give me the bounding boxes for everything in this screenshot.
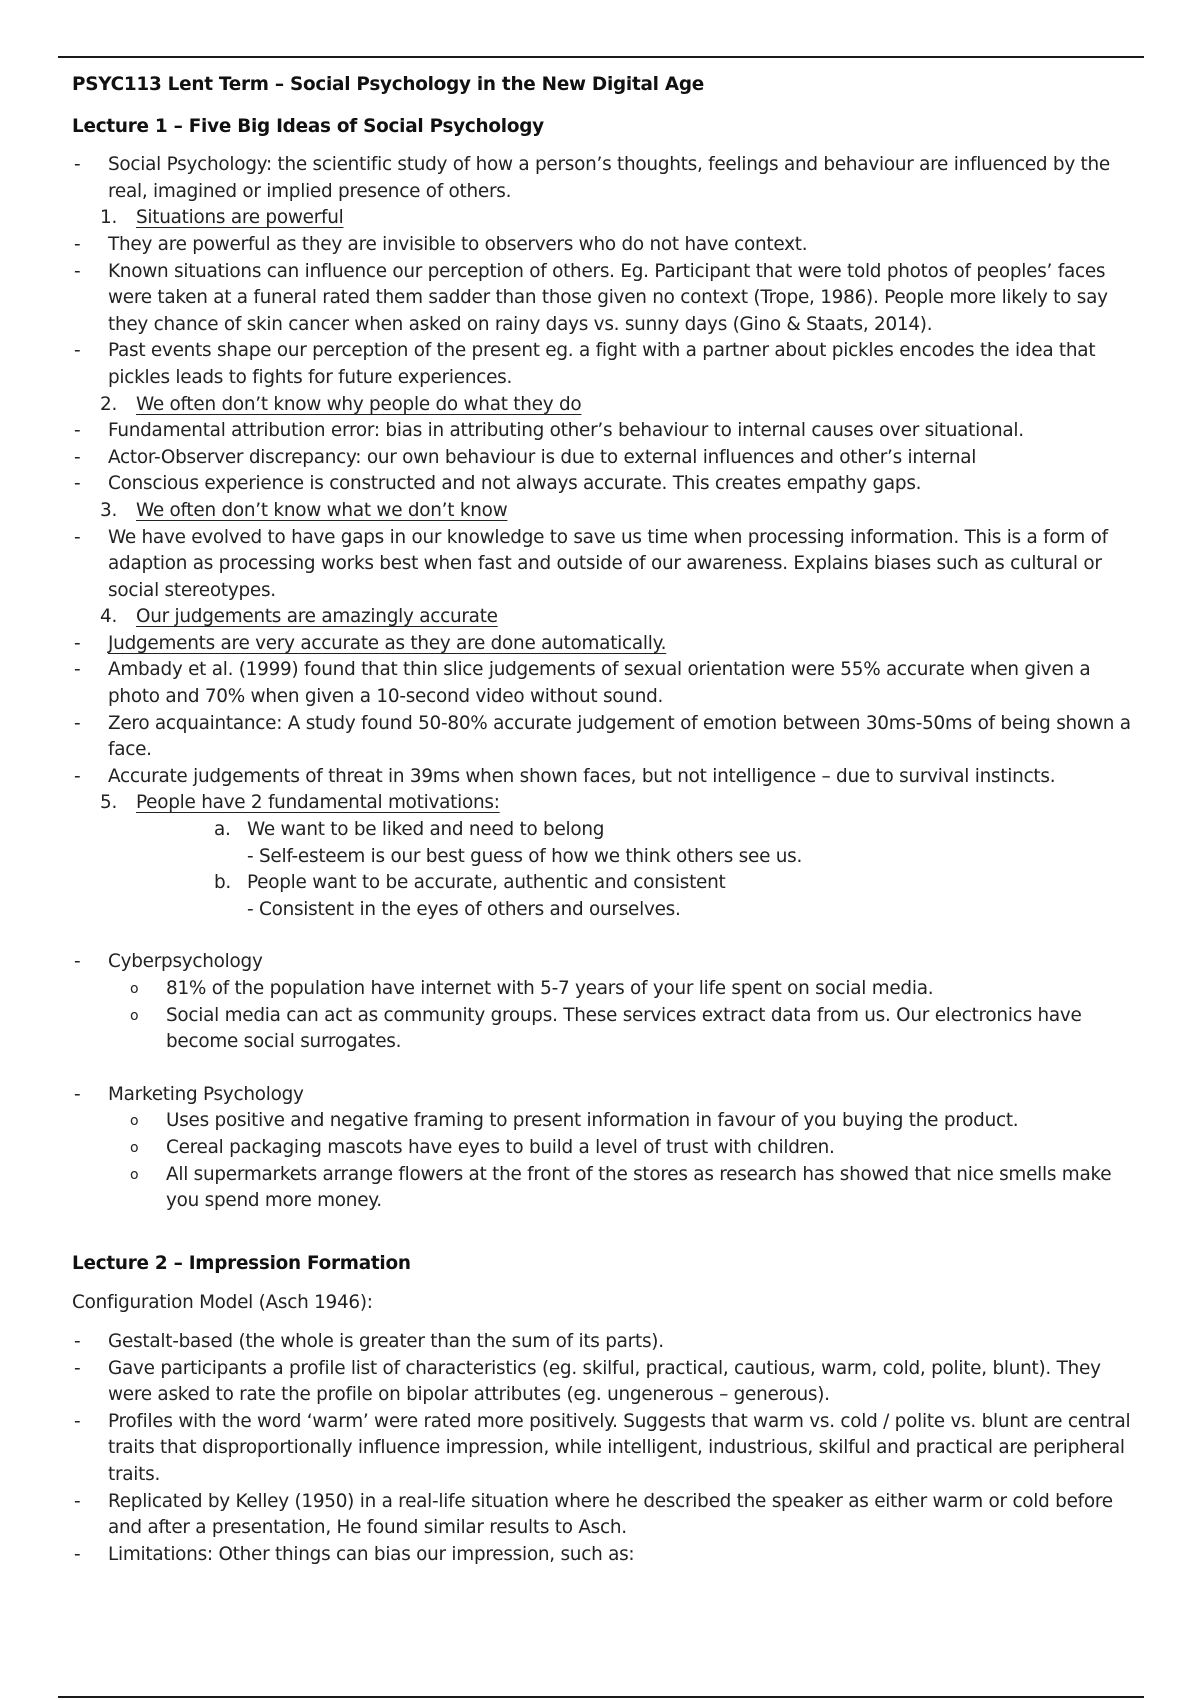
list-item: - Gave participants a profile list of characteristics (eg. skilful, practical, cautious, warm, cold, polite, blunt). They were asked to rate the profile on bipolar attributes (eg. ungenerous – generous). (72, 1356, 1142, 1409)
list-item: o Social media can act as community groups. These services extract data from us. Our electronics have become social surrogates. (72, 1003, 1142, 1056)
idea-heading: We often don’t know why people do what they do (136, 393, 582, 415)
list-item: - We have evolved to have gaps in our knowledge to save us time when processing information. This is a form of adaption as processing works best when fast and outside of our awareness. Explains biases such as cultural or social stereotypes. (72, 525, 1142, 605)
list-item: - Conscious experience is constructed and not always accurate. This creates empathy gaps. (72, 471, 1142, 498)
lecture-1-title: Lecture 1 – Five Big Ideas of Social Psychology (72, 115, 544, 137)
idea-number: 4. (100, 606, 118, 628)
list-item: o Uses positive and negative framing to present information in favour of you buying the product. (72, 1108, 1142, 1135)
list-item: - Accurate judgements of threat in 39ms when shown faces, but not intelligence – due to survival instincts. (72, 764, 1142, 791)
list-item: - Fundamental attribution error: bias in attributing other’s behaviour to internal causes over situational. (72, 418, 1142, 445)
list-item-text: Judgements are very accurate as they are done automatically. (108, 632, 667, 654)
top-rule (58, 56, 1144, 58)
idea-number: 2. (100, 393, 118, 415)
motivation-letter: b. (214, 872, 232, 894)
list-item: o 81% of the population have internet with 5-7 years of your life spent on social media. (72, 976, 1142, 1003)
list-item: o All supermarkets arrange flowers at the front of the stores as research has showed that nice smells make you spend more money. (72, 1162, 1142, 1215)
idea-heading: Situations are powerful (136, 207, 344, 229)
list-item: o Cereal packaging mascots have eyes to build a level of trust with children. (72, 1135, 1142, 1162)
idea-number: 3. (100, 499, 118, 521)
list-item: - Ambady et al. (1999) found that thin slice judgements of sexual orientation were 55% accurate when given a photo and 70% when given a 10-second video without sound. (72, 657, 1142, 710)
idea-2 (72, 392, 1142, 419)
motivation-b (72, 870, 1142, 897)
idea-heading: Our judgements are amazingly accurate (136, 606, 498, 628)
spacer (72, 923, 1142, 949)
list-item: - Gestalt-based (the whole is greater than the sum of its parts). (72, 1329, 1142, 1356)
idea-number: 5. (100, 792, 118, 814)
list-item: - Zero acquaintance: A study found 50-80% accurate judgement of emotion between 30ms-50ms of being shown a face. (72, 711, 1142, 764)
motivation-letter: a. (214, 819, 231, 841)
idea-1 (72, 205, 1142, 232)
list-item: - Replicated by Kelley (1950) in a real-life situation where he described the speaker as either warm or cold before and after a presentation, He found similar results to Asch. (72, 1489, 1142, 1542)
list-item: - They are powerful as they are invisible to observers who do not have context. (72, 232, 1142, 259)
list-item: - Profiles with the word ‘warm’ were rated more positively. Suggests that warm vs. cold / polite vs. blunt are central traits that disproportionally influence impression, while intelligent, industrious, skilful and practical are peripheral traits. (72, 1409, 1142, 1489)
list-item: - Actor-Observer discrepancy: our own behaviour is due to external influences and other’s internal (72, 445, 1142, 472)
idea-heading: We often don’t know what we don’t know (136, 499, 508, 521)
spacer (72, 1056, 1142, 1082)
document-body (72, 70, 1142, 1568)
list-item: - Limitations: Other things can bias our impression, such as: (72, 1542, 1142, 1569)
motivation-text: People want to be accurate, authentic and consistent (247, 872, 726, 894)
cyberpsychology-heading: - Cyberpsychology (72, 949, 1142, 976)
lecture-2-subtitle: Configuration Model (Asch 1946): (72, 1292, 373, 1314)
list-item: - Known situations can influence our perception of others. Eg. Participant that were told photos of peoples’ faces were taken at a funeral rated them sadder than those given no context (Trope, 1986). People more likely to say they chance of skin cancer when asked on rainy days vs. sunny days (Gino & Staats, 2014). (72, 259, 1142, 339)
idea-5 (72, 790, 1142, 817)
motivation-b-note: - Consistent in the eyes of others and ourselves. (247, 898, 681, 920)
definition-item: - Social Psychology: the scientific study of how a person’s thoughts, feelings and behaviour are influenced by the real, imagined or implied presence of others. (72, 152, 1142, 205)
list-item: - Past events shape our perception of the present eg. a fight with a partner about pickles encodes the idea that pickles leads to fights for future experiences. (72, 338, 1142, 391)
motivation-a-note: - Self-esteem is our best guess of how we think others see us. (247, 845, 803, 867)
idea-number: 1. (100, 207, 118, 229)
motivation-a (72, 817, 1142, 844)
idea-heading: People have 2 fundamental motivations: (136, 792, 500, 814)
idea-4 (72, 604, 1142, 631)
marketing-heading: - Marketing Psychology (72, 1082, 1142, 1109)
bottom-rule (58, 1696, 1144, 1698)
course-title: PSYC113 Lent Term – Social Psychology in the New Digital Age (72, 74, 705, 95)
lecture-2-title: Lecture 2 – Impression Formation (72, 1252, 411, 1274)
list-item (72, 631, 1142, 658)
idea-3 (72, 498, 1142, 525)
motivation-text: We want to be liked and need to belong (247, 819, 605, 841)
